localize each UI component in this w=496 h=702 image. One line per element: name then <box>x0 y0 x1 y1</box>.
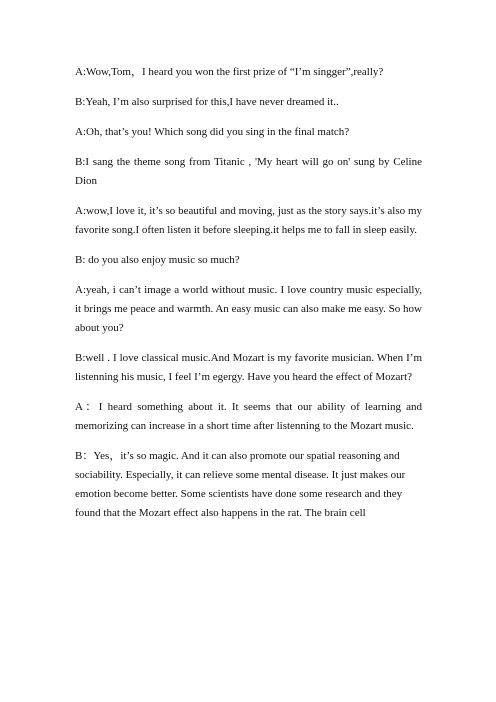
dialogue-line-4: B:I sang the theme song from Titanic , 'My heart will go on' sung by Celine Dion <box>75 156 422 187</box>
dialogue-line-9: A：I heard something about it. It seems that our ability of learning and memorizing can increase in a short time after listenning to the Mozart music. <box>75 401 422 432</box>
dialogue-line-8: B:well . I love classical music.And Mozart is my favorite musician. When I’m listenning his music, I feel I’m egergy. Have you heard the effect of Mozart? <box>75 352 422 383</box>
dialogue-line-7: A:yeah, i can’t image a world without music. I love country music especially, it brings me peace and warmth. An easy music can also make me easy. So how about you? <box>75 284 422 334</box>
document-page <box>75 63 422 534</box>
dialogue-line-1: A:Wow,Tom，I heard you won the first prize of “I’m singger”,really? <box>75 66 384 78</box>
dialogue-line-3: A:Oh, that’s you! Which song did you sing in the final match? <box>75 126 350 138</box>
dialogue-line-5: A:wow,I love it, it’s so beautiful and moving, just as the story says.it’s also my favorite song.I often listen it before sleeping.it helps me to fall in sleep easily. <box>75 205 422 236</box>
dialogue-line-2: B:Yeah, I’m also surprised for this,I have never dreamed it.. <box>75 96 339 108</box>
dialogue-line-10: B：Yes，it’s so magic. And it can also promote our spatial reasoning and sociability. Especially, it can relieve some mental disease. It just makes our emotion become better. Some scientists have done some research and they found that the Mozart effect also happens in the rat. The brain cell <box>75 450 406 519</box>
dialogue-line-6: B: do you also enjoy music so much? <box>75 254 240 266</box>
